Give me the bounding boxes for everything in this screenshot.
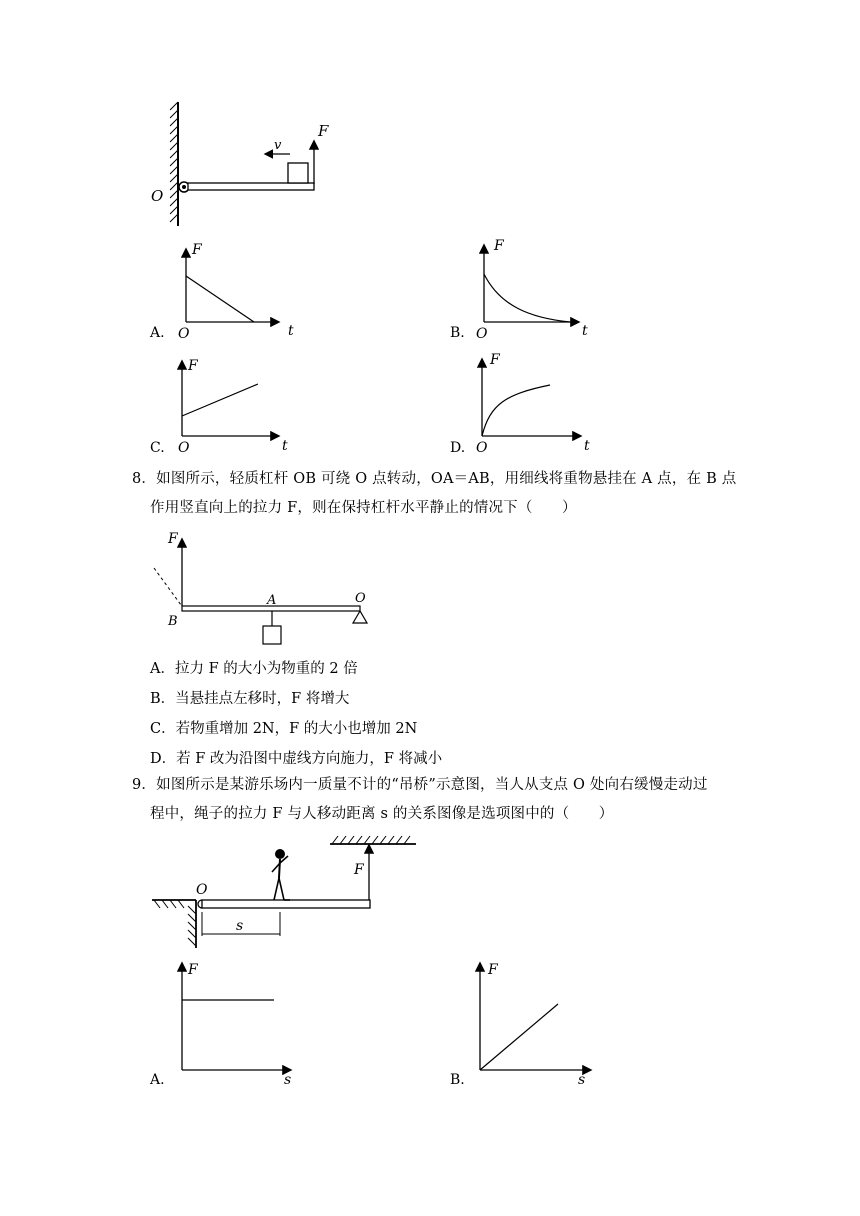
svg-text:F: F	[192, 242, 202, 258]
option-b-label: B.	[450, 325, 465, 341]
q8-lever-figure	[150, 528, 380, 648]
q7-graph-b	[470, 236, 610, 340]
q8-option-b[interactable]: B．当悬挂点左移时，F 将增大	[150, 691, 350, 707]
q8-option-a[interactable]: A．拉力 F 的大小为物重的 2 倍	[150, 661, 358, 677]
svg-text:t: t	[288, 323, 294, 339]
svg-text:O: O	[178, 326, 190, 340]
q9-option-a-label: A.	[150, 1072, 165, 1088]
svg-text:O: O	[178, 440, 190, 454]
q8-option-c[interactable]: C．若物重增加 2N，F 的大小也增加 2N	[150, 721, 418, 737]
svg-text:F: F	[188, 358, 198, 374]
q7-lever-figure	[140, 100, 350, 230]
svg-text:O: O	[196, 882, 208, 898]
svg-text:F: F	[488, 962, 498, 978]
velocity-label: v	[274, 138, 282, 153]
option-a-label: A.	[150, 325, 165, 341]
q9-graph-a	[166, 954, 306, 1084]
svg-text:F: F	[188, 962, 198, 978]
svg-text:s: s	[236, 918, 244, 934]
option-d-label: D.	[450, 440, 466, 456]
svg-text:F: F	[354, 862, 364, 878]
svg-text:O: O	[476, 440, 488, 454]
svg-text:t: t	[582, 323, 588, 339]
svg-text:t: t	[584, 438, 590, 454]
q9-graph-b	[466, 954, 606, 1084]
svg-text:s: s	[284, 1072, 292, 1084]
svg-text:F: F	[168, 531, 178, 547]
q9-stem-line1: 9．如图所示是某游乐场内一质量不计的“吊桥”示意图，当人从支点 O 处向右缓慢走动过	[132, 777, 708, 793]
option-c-label: C.	[150, 440, 165, 456]
q7-graph-c	[166, 350, 306, 454]
pivot-label: O	[151, 187, 164, 205]
q9-drawbridge-figure	[150, 832, 420, 952]
q9-stem-line2: 程中，绳子的拉力 F 与人移动距离 s 的关系图像是选项图中的（ ）	[150, 806, 614, 822]
svg-text:F: F	[490, 352, 500, 368]
q8-stem-line2: 作用竖直向上的拉力 F，则在保持杠杆水平静止的情况下（ ）	[150, 500, 577, 516]
q9-option-b-label: B.	[450, 1072, 465, 1088]
svg-text:s: s	[578, 1072, 586, 1084]
q8-option-d[interactable]: D．若 F 改为沿图中虚线方向施力，F 将减小	[150, 751, 443, 767]
q8-stem-line1: 8．如图所示，轻质杠杆 OB 可绕 O 点转动，OA＝AB，用细线将重物悬挂在 A 点，在 B 点	[132, 471, 737, 487]
svg-text:B: B	[168, 614, 178, 629]
svg-text:t: t	[282, 438, 288, 454]
svg-text:O: O	[355, 591, 366, 606]
force-label: F	[318, 122, 329, 140]
svg-text:O: O	[476, 326, 488, 340]
q7-graph-d	[466, 350, 606, 454]
svg-text:A: A	[267, 593, 277, 608]
q7-graph-a	[170, 240, 310, 340]
svg-text:F: F	[494, 238, 504, 254]
